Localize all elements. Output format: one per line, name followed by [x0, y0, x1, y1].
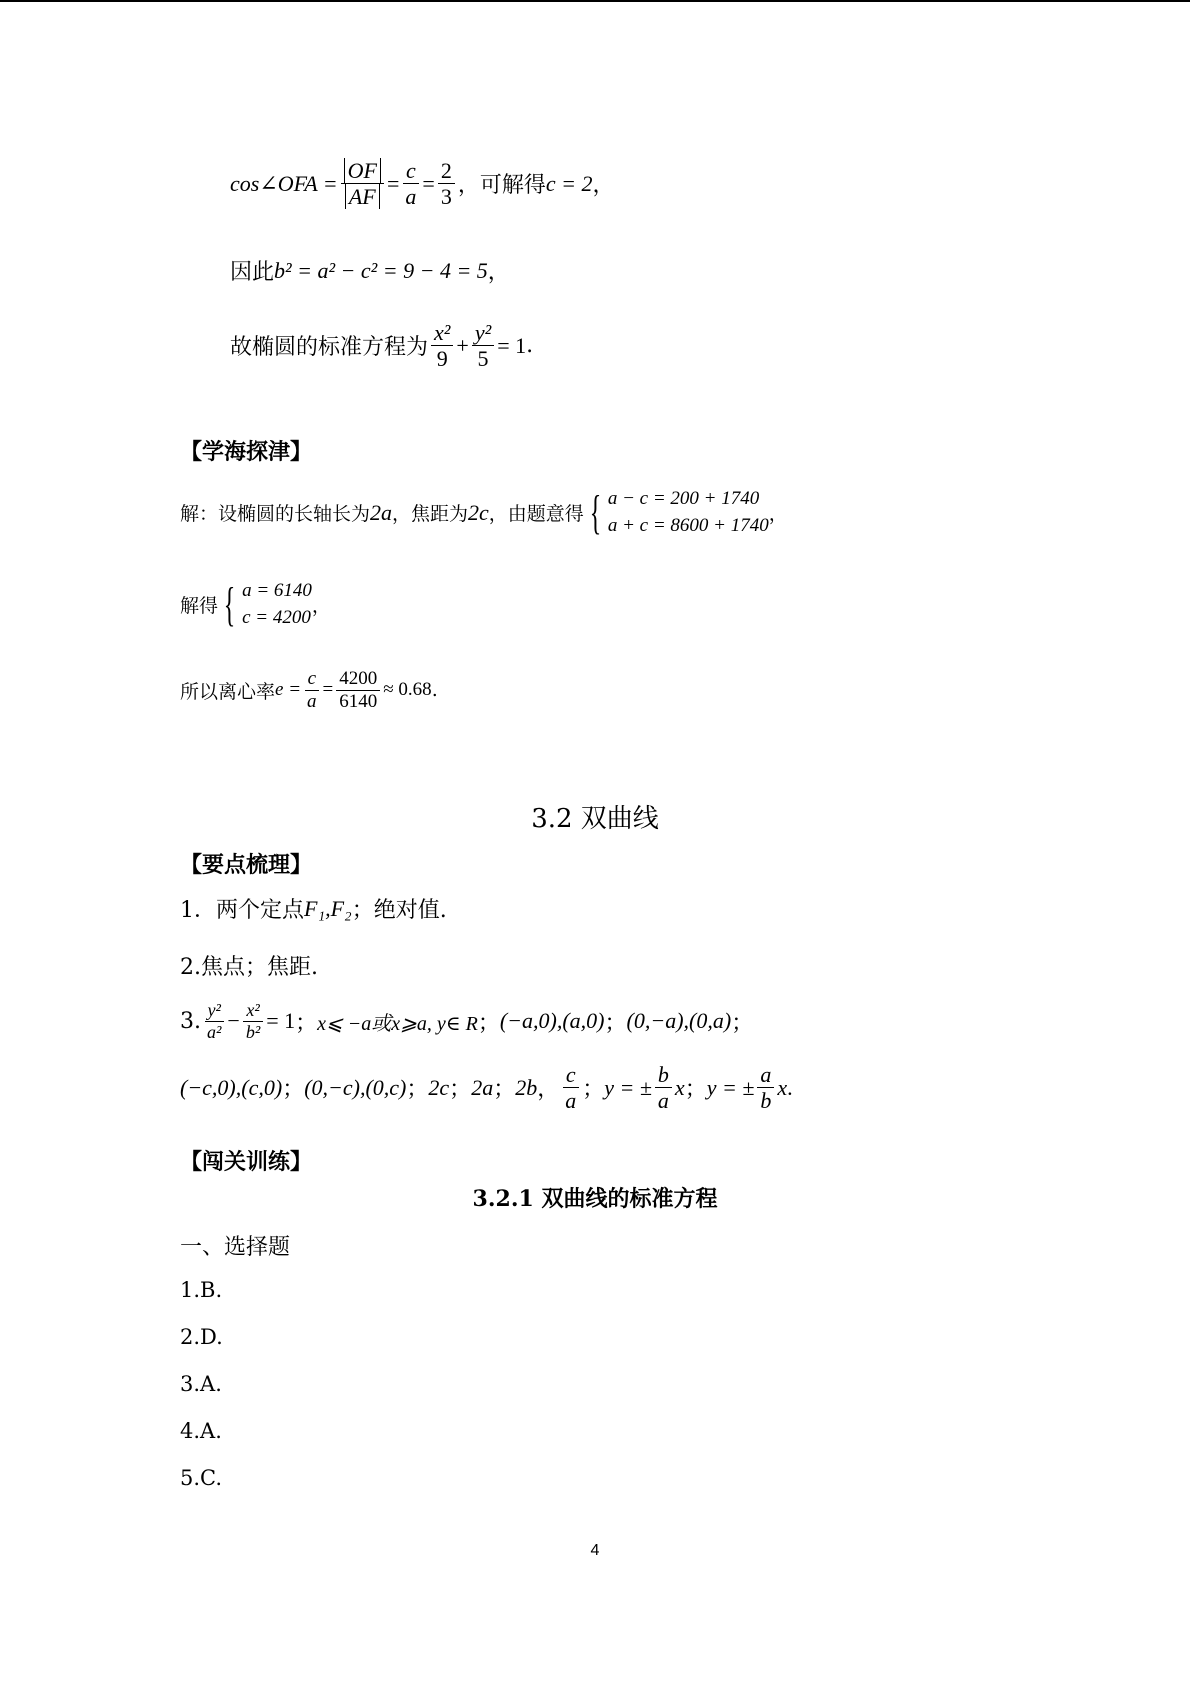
foci-x: (−c,0),(c,0) — [180, 1074, 283, 1100]
answer-3: 3.A. — [180, 1372, 222, 1396]
system1-row1: a − c = 200 + 1740 — [607, 488, 760, 509]
equals-one: = 1 — [266, 1008, 296, 1034]
separator: ； — [477, 1010, 500, 1036]
b-squared-expression: b² = a² − c² = 9 − 4 = 5 — [274, 257, 488, 283]
eccentricity-prefix: 所以离心率 — [180, 680, 276, 703]
foci-y: (0,−c),(0,c) — [304, 1074, 407, 1100]
solution-mid-2: ，由题意得 — [488, 503, 584, 526]
left-brace: { — [589, 485, 602, 539]
therefore-text: 因此 — [230, 260, 275, 285]
answer-1: 1.B. — [180, 1278, 223, 1302]
c-equals-2: c = 2 — [545, 170, 593, 196]
solve-prefix: 解得 — [180, 595, 219, 618]
cos-angle-line — [230, 158, 614, 210]
system1-row2: a + c = 8600 + 1740 — [607, 514, 769, 536]
4200-over-6140-fraction: $\frac{4200}{6140}$ — [336, 668, 380, 713]
focal-distance-2c: 2c — [468, 499, 489, 525]
point-2: 2.焦点；焦距. — [180, 955, 318, 980]
left-brace: { — [223, 577, 236, 631]
point-1-suffix: ；绝对值. — [351, 898, 447, 923]
point-3 — [180, 1000, 753, 1042]
solution-mid-1: ，焦距为 — [392, 503, 469, 526]
period: . — [526, 333, 534, 359]
top-border-line — [0, 0, 1190, 2]
asymptote-1-lhs: y = ± — [604, 1074, 652, 1100]
abs-af: AF — [345, 184, 380, 209]
comma: ， — [311, 595, 331, 618]
comma: ， — [487, 260, 510, 285]
plus-sign: + — [456, 332, 469, 358]
asymptote-2-lhs: y = ± — [706, 1074, 755, 1100]
cos-expression: cos∠OFA = — [230, 170, 338, 196]
answer-5: 5.C. — [180, 1466, 223, 1490]
imaginary-axis: 2b — [515, 1074, 538, 1100]
solve-text: ，可解得 — [457, 172, 546, 198]
system2-row1: a = 6140 — [242, 580, 312, 601]
eccentricity-fraction: $\frac{c}{a}$ — [562, 1062, 579, 1114]
point-1 — [180, 893, 447, 924]
b-squared-line — [230, 255, 510, 286]
solution-prefix: 解：设椭圆的长轴长为 — [180, 503, 371, 526]
two-thirds-fraction: $\frac{2}{3}$ — [438, 158, 455, 210]
choice-heading: 一、选择题 — [180, 1235, 291, 1260]
foci-f1-f2: F₁,F₂ — [304, 895, 352, 921]
a-over-b-fraction: $\frac{a}{b}$ — [757, 1062, 774, 1114]
real-axis: 2a — [471, 1074, 494, 1100]
minus-sign: − — [227, 1008, 240, 1034]
system2-row2: c = 4200 — [242, 606, 311, 628]
equals-sign-2: = — [422, 170, 435, 196]
answer-2: 2.D. — [180, 1325, 223, 1349]
separator: ； — [731, 1010, 754, 1036]
point-1-prefix: 1．两个定点 — [180, 898, 304, 923]
abs-of: OF — [344, 158, 381, 183]
separator: ； — [604, 1010, 627, 1036]
b-over-a-fraction: $\frac{b}{a}$ — [655, 1062, 672, 1114]
solve-result-line — [180, 578, 331, 631]
equals-sign: = — [386, 170, 400, 196]
equation-system-2 — [218, 578, 312, 631]
key-points-heading: 【要点梳理】 — [180, 853, 313, 878]
vertices-y: (0,−a),(0,a) — [626, 1008, 732, 1034]
equals-sign: = — [322, 679, 334, 701]
ellipse-equation-line — [230, 320, 533, 372]
c-over-a-fraction: $\frac{c}{a}$ — [304, 668, 320, 713]
y2-over-a2-fraction: $\frac{\text{y²}}{\text{a²}}$ — [204, 1000, 224, 1042]
vertices-x: (−a,0),(a,0) — [499, 1008, 605, 1034]
point-3-continued: (−c,0),(c,0) ； (0,−c),(0,c) ； 2c ； 2a ； 2b ， $\frac{c}{a}$ ； y = ± $\frac{b}{a}$ x ； y = ± $\frac{a}{b}$ x . — [180, 1062, 793, 1114]
comma: ， — [592, 172, 615, 198]
y2-over-5-fraction: $\frac{\text{y²}}{5}$ — [472, 320, 494, 372]
equation-intro-text: 故椭圆的标准方程为 — [230, 335, 429, 361]
answer-4: 4.A. — [180, 1419, 222, 1443]
range-condition: x⩽ −a或x⩾a, y∈ R — [317, 1012, 478, 1035]
abs-fraction — [341, 158, 384, 210]
subsection-title: 3.2.1 双曲线的标准方程 — [472, 1186, 718, 1212]
separator: ； — [295, 1010, 318, 1036]
page-number: 4 — [590, 1542, 600, 1559]
comma: ， — [768, 503, 788, 526]
training-heading: 【闯关训练】 — [180, 1150, 313, 1175]
point-3-prefix: 3. — [180, 1008, 201, 1034]
focal-distance: 2c — [428, 1074, 450, 1100]
x2-over-9-fraction: $\frac{\text{x²}}{9}$ — [431, 320, 453, 372]
equation-system-1 — [584, 486, 769, 539]
xuehai-heading: 【学海探津】 — [180, 440, 313, 465]
major-axis-2a: 2a — [370, 499, 393, 525]
c-over-a-fraction: $\frac{c}{a}$ — [402, 158, 419, 210]
period: . — [431, 679, 438, 702]
section-title: 3.2 双曲线 — [531, 804, 659, 834]
e-equals: e = — [275, 679, 302, 701]
equals-one: = 1 — [497, 332, 527, 358]
solution-setup-line — [180, 486, 788, 539]
eccentricity-line — [180, 668, 438, 713]
approx-value: ≈ 0.68 — [383, 679, 432, 701]
x2-over-b2-fraction: $\frac{\text{x²}}{\text{b²}}$ — [243, 1000, 263, 1042]
